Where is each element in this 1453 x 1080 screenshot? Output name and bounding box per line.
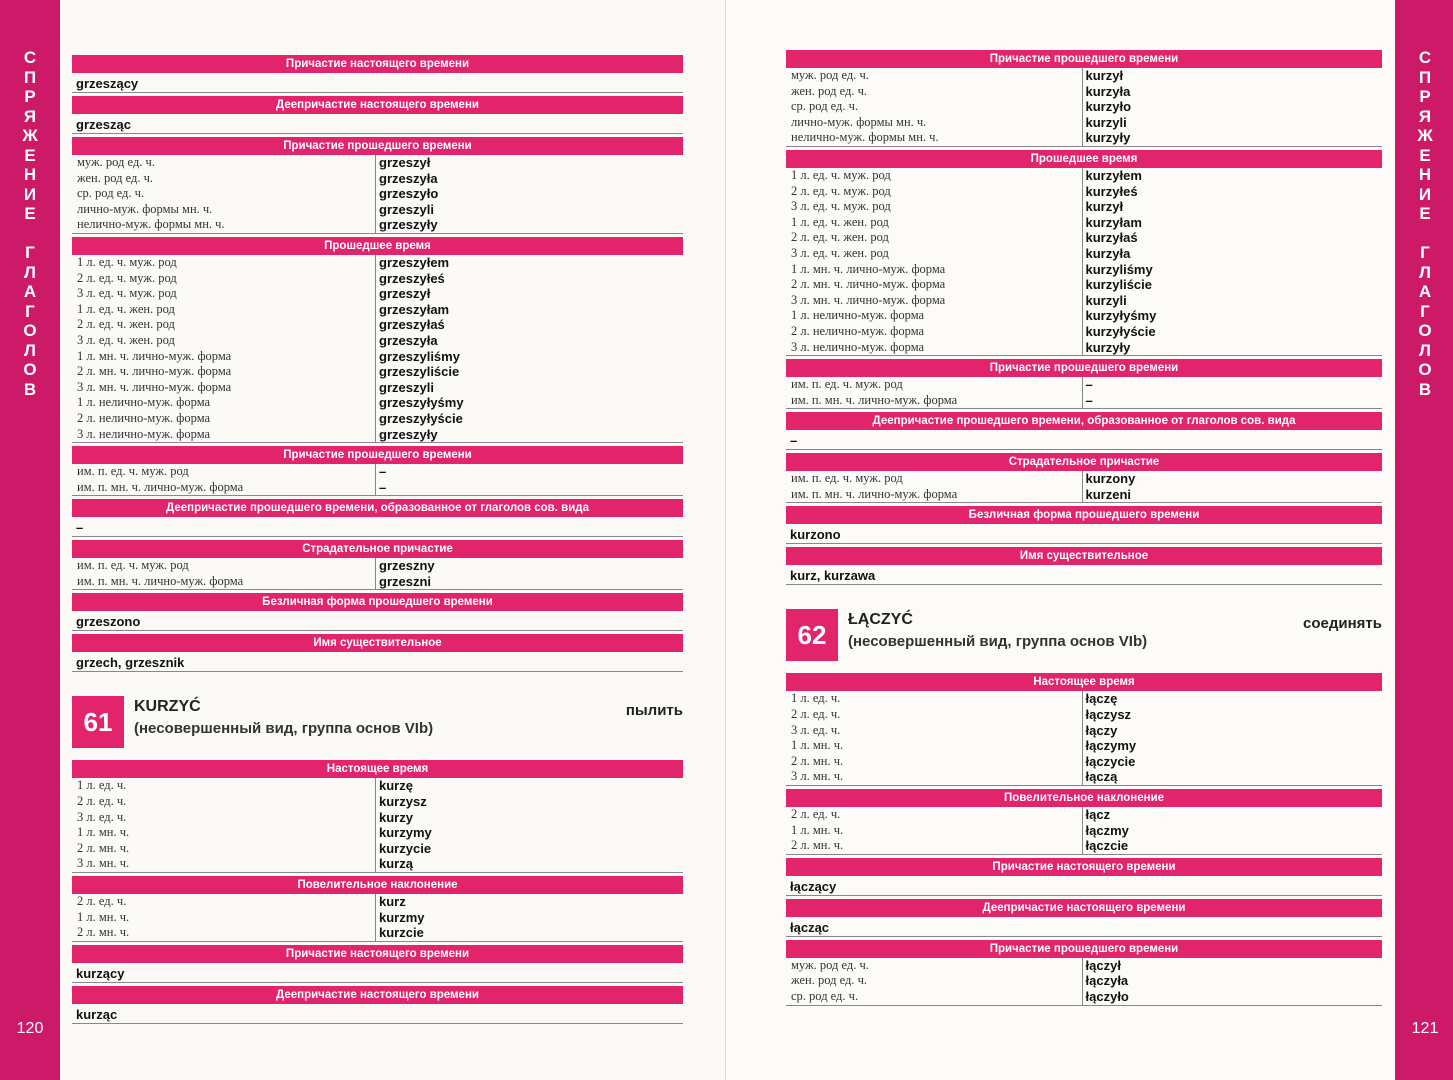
page-number-right: 121 <box>1411 1020 1439 1037</box>
form-label: муж. род ед. ч. <box>791 957 869 972</box>
form-value: łączyła <box>1085 973 1129 989</box>
form-label: муж. род ед. ч. <box>77 155 155 169</box>
form-labels <box>72 778 376 872</box>
form-labels <box>786 471 1083 502</box>
form-label: 3 л. ед. ч. муж. род <box>77 286 177 301</box>
spine-letter: Л <box>24 340 36 360</box>
spine-letter: А <box>23 282 37 301</box>
form-value: grzeszył <box>379 155 431 170</box>
spine-letter: О <box>23 360 37 379</box>
form-value: grzeszny <box>379 558 435 574</box>
form-labels <box>786 68 1083 146</box>
verb-title: ŁĄCZYĆ <box>848 611 913 629</box>
form-value: kurzyliśmy <box>1085 261 1153 277</box>
section-header: Имя существительное <box>786 547 1382 565</box>
conjugation-table <box>72 255 683 443</box>
section-header: Повелительное наклонение <box>72 876 683 894</box>
form-value: łączy <box>1085 722 1118 738</box>
form-label: лично-муж. формы мн. ч. <box>791 114 927 129</box>
form-value: kurzyła <box>1085 245 1131 261</box>
form-values <box>376 464 683 495</box>
spine-letter: Е <box>1419 204 1431 223</box>
form-value: łącząc <box>786 917 1382 937</box>
form-value: kurzył <box>1085 68 1124 83</box>
form-value: kurz, kurzawa <box>786 565 1382 585</box>
section-header: Причастие прошедшего времени <box>786 359 1382 377</box>
form-labels <box>72 464 376 495</box>
form-value: kurzę <box>379 778 413 794</box>
form-label: 2 л. ед. ч. <box>791 707 841 722</box>
form-value: grzeszni <box>379 573 432 589</box>
spine-letter: С <box>23 48 37 67</box>
form-value: łączyło <box>1085 989 1129 1004</box>
form-labels <box>786 807 1083 854</box>
spine-letter: Я <box>1418 106 1432 126</box>
section-header: Причастие прошедшего времени <box>786 50 1382 68</box>
form-value: łączę <box>1085 691 1118 707</box>
spine-letter: В <box>1418 379 1432 399</box>
form-value: łączycie <box>1085 753 1136 769</box>
form-label: 3 л. мн. ч. лично-муж. форма <box>791 292 946 307</box>
form-label: 1 л. ед. ч. жен. род <box>791 214 889 229</box>
form-label: 3 л. ед. ч. жен. род <box>77 332 175 347</box>
form-value: grzech, grzesznik <box>72 652 683 672</box>
verb-group: (несовершенный вид, группа основ VIb) <box>848 633 1148 651</box>
form-value: grzeszyły <box>379 217 438 233</box>
form-value: grzeszyłyśmy <box>379 395 464 411</box>
left-column <box>72 52 683 1024</box>
spine-letter: Л <box>1419 262 1431 282</box>
form-label: 1 л. ед. ч. жен. род <box>77 301 175 316</box>
form-values <box>376 894 683 941</box>
form-value: – <box>379 464 387 480</box>
spine-letter: С <box>1418 48 1432 67</box>
form-value: kurzcie <box>379 925 424 941</box>
spine-letter: Ж <box>22 126 38 145</box>
section-header: Безличная форма прошедшего времени <box>786 506 1382 524</box>
spine-letter: И <box>1418 184 1432 204</box>
form-label: 3 л. ед. ч. жен. род <box>791 245 889 260</box>
conjugation-table <box>786 471 1382 503</box>
section-header: Повелительное наклонение <box>786 789 1382 807</box>
section-header: Причастие настоящего времени <box>786 858 1382 876</box>
form-value: łącz <box>1085 807 1111 823</box>
form-label: 1 л. ед. ч. муж. род <box>77 254 177 269</box>
spine-letter: Г <box>25 301 35 321</box>
form-value: grzeszyłaś <box>379 317 445 333</box>
form-label: им. п. ед. ч. муж. род <box>77 558 189 573</box>
form-label: нелично-муж. формы мн. ч. <box>77 217 225 232</box>
spine-letter: Л <box>1419 340 1431 360</box>
spine-letter: Л <box>24 262 36 282</box>
verb-entry-header <box>72 696 683 754</box>
form-label: 2 л. ед. ч. жен. род <box>77 317 175 332</box>
form-label: 3 л. мн. ч. лично-муж. форма <box>77 379 232 394</box>
form-value: grzeszyliśmy <box>379 348 460 364</box>
form-label: 2 л. ед. ч. жен. род <box>791 230 889 245</box>
form-labels <box>786 377 1083 408</box>
form-value: – <box>1085 392 1093 408</box>
section-header: Настоящее время <box>72 760 683 778</box>
form-label: 3 л. ед. ч. муж. род <box>791 199 891 214</box>
spine-letter: Е <box>1419 145 1431 165</box>
section-header: Деепричастие настоящего времени <box>786 899 1382 917</box>
form-label: 2 л. ед. ч. <box>791 807 841 822</box>
form-label: 1 л. ед. ч. муж. род <box>791 167 891 182</box>
form-value: kurzymy <box>379 825 432 841</box>
form-values <box>1083 68 1382 146</box>
form-labels <box>786 691 1083 785</box>
spine-letter: Р <box>1419 87 1431 106</box>
form-label: им. п. ед. ч. муж. род <box>791 377 903 392</box>
form-label: 1 л. мн. ч. лично-муж. форма <box>791 261 946 276</box>
form-label: 2 л. ед. ч. муж. род <box>791 183 891 198</box>
form-label: 1 л. мн. ч. <box>77 909 130 924</box>
form-label: 1 л. ед. ч. <box>791 691 841 706</box>
spine-letter: Г <box>1420 243 1430 262</box>
form-value: łączymy <box>1085 738 1137 754</box>
form-values <box>1083 958 1382 1005</box>
form-value: kurzy <box>379 809 413 825</box>
verb-translation: пылить <box>625 702 683 720</box>
conjugation-table <box>786 691 1382 786</box>
form-values <box>376 558 683 589</box>
form-value: kurzyłyście <box>1085 323 1156 339</box>
form-label: 3 л. нелично-муж. форма <box>77 426 211 441</box>
form-values <box>376 155 683 233</box>
verb-entry-header <box>786 609 1382 667</box>
form-label: лично-муж. формы мн. ч. <box>77 201 213 216</box>
conjugation-table <box>786 807 1382 855</box>
form-value: kurz <box>379 894 406 910</box>
section-header: Страдательное причастие <box>72 540 683 558</box>
form-label: 3 л. мн. ч. <box>77 856 130 871</box>
spine-letter: И <box>23 184 37 204</box>
form-value: łączący <box>786 876 1382 896</box>
form-values <box>1083 471 1382 502</box>
conjugation-table <box>72 155 683 234</box>
form-label: нелично-муж. формы мн. ч. <box>791 130 939 145</box>
form-label: 2 л. мн. ч. <box>791 753 844 768</box>
form-value: grzeszyło <box>379 186 439 202</box>
form-label: ср. род ед. ч. <box>791 99 859 114</box>
form-value: grzeszyła <box>379 332 438 348</box>
form-value: łączysz <box>1085 707 1132 723</box>
form-label: 1 л. мн. ч. <box>791 738 844 753</box>
spine-letter: В <box>23 379 37 399</box>
section-header: Причастие настоящего времени <box>72 55 683 73</box>
form-value: grzeszący <box>72 73 683 93</box>
form-values <box>376 778 683 872</box>
form-labels <box>786 168 1083 355</box>
spine-letter: Г <box>1420 301 1430 321</box>
form-label: 2 л. мн. ч. <box>791 838 844 853</box>
form-labels <box>786 958 1083 1005</box>
form-value: kurzeni <box>1085 486 1132 502</box>
form-values <box>376 255 683 442</box>
form-value: kurzący <box>72 963 683 983</box>
form-value: grzeszyliście <box>379 364 460 380</box>
section-header: Деепричастие прошедшего времени, образованное от глаголов сов. вида <box>786 412 1382 430</box>
form-value: kurzony <box>1085 471 1136 487</box>
spine-title-right <box>1395 48 1453 399</box>
form-value: grzeszono <box>72 611 683 631</box>
form-value: grzeszyłam <box>379 301 450 317</box>
section-header: Деепричастие прошедшего времени, образованное от глаголов сов. вида <box>72 499 683 517</box>
section-header: Страдательное причастие <box>786 453 1382 471</box>
spine-letter: О <box>23 321 37 340</box>
form-label: муж. род ед. ч. <box>791 68 869 82</box>
conjugation-table <box>72 778 683 873</box>
section-header: Причастие прошедшего времени <box>786 940 1382 958</box>
form-value: – <box>1085 377 1093 393</box>
conjugation-table <box>786 377 1382 409</box>
spine-letter: О <box>1418 360 1432 379</box>
form-value: kurzyłeś <box>1085 183 1138 199</box>
form-value: łączą <box>1085 769 1118 785</box>
verb-group: (несовершенный вид, группа основ VIb) <box>134 720 434 738</box>
form-label: жен. род ед. ч. <box>77 170 153 185</box>
section-header: Причастие настоящего времени <box>72 945 683 963</box>
form-value: – <box>72 517 683 537</box>
conjugation-table <box>72 894 683 942</box>
section-header: Настоящее время <box>786 673 1382 691</box>
form-label: 2 л. мн. ч. лично-муж. форма <box>791 277 946 292</box>
form-label: 1 л. мн. ч. <box>77 825 130 840</box>
spine-letter: Я <box>23 106 37 126</box>
conjugation-table <box>72 464 683 496</box>
form-label: им. п. мн. ч. лично-муж. форма <box>77 573 244 588</box>
form-value: kurzyłam <box>1085 214 1142 230</box>
left-page <box>60 0 725 1080</box>
left-spine <box>0 0 60 1080</box>
form-value: kurzycie <box>379 840 432 856</box>
form-value: kurzysz <box>379 794 427 810</box>
right-page <box>725 0 1396 1080</box>
form-label: 2 л. нелично-муж. форма <box>791 323 925 338</box>
form-values <box>1083 377 1382 408</box>
form-label: им. п. мн. ч. лично-муж. форма <box>77 479 244 494</box>
form-value: kurzyły <box>1085 339 1131 355</box>
form-value: grzeszyłyście <box>379 410 463 426</box>
spine-letter: Н <box>1418 165 1432 184</box>
spine-letter <box>0 224 60 244</box>
form-label: 3 л. мн. ч. <box>791 769 844 784</box>
spine-title-left <box>0 48 60 399</box>
form-value: – <box>786 430 1382 450</box>
right-column <box>786 47 1382 1006</box>
form-label: ср. род ед. ч. <box>77 186 145 201</box>
form-label: 1 л. нелично-муж. форма <box>77 395 211 410</box>
form-value: łączył <box>1085 957 1121 973</box>
spine-letter: Ж <box>1417 126 1433 145</box>
form-value: grzeszyli <box>379 201 434 217</box>
form-label: жен. род ед. ч. <box>791 973 867 988</box>
form-label: ср. род ед. ч. <box>791 989 859 1003</box>
spine-letter: Г <box>25 243 35 262</box>
form-label: им. п. ед. ч. муж. род <box>791 471 903 486</box>
form-values <box>1083 691 1382 785</box>
form-label: 2 л. мн. ч. <box>77 925 130 940</box>
form-value: kurząc <box>72 1004 683 1024</box>
form-value: kurzyli <box>1085 114 1127 130</box>
form-value: grzeszyłem <box>379 254 450 270</box>
form-labels <box>72 155 376 233</box>
form-labels <box>72 255 376 442</box>
form-label: 2 л. ед. ч. <box>77 794 127 809</box>
spine-letter: О <box>1418 321 1432 340</box>
spine-letter: Н <box>23 165 37 184</box>
section-header: Имя существительное <box>72 634 683 652</box>
form-labels <box>72 894 376 941</box>
form-labels <box>72 558 376 589</box>
section-header: Причастие прошедшего времени <box>72 137 683 155</box>
form-label: им. п. мн. ч. лично-муж. форма <box>791 392 958 407</box>
form-value: kurzyły <box>1085 130 1131 146</box>
form-label: им. п. мн. ч. лично-муж. форма <box>791 486 958 501</box>
page-number-left: 120 <box>16 1020 44 1037</box>
conjugation-table <box>72 558 683 590</box>
section-header: Деепричастие настоящего времени <box>72 986 683 1004</box>
verb-title: KURZYĆ <box>134 698 201 716</box>
form-label: 1 л. нелично-муж. форма <box>791 308 925 323</box>
form-value: kurzą <box>379 856 413 872</box>
form-value: grzeszyłeś <box>379 270 445 286</box>
form-label: 1 л. мн. ч. лично-муж. форма <box>77 348 232 363</box>
spine-letter <box>1395 224 1453 244</box>
form-value: kurzyła <box>1085 83 1131 99</box>
form-value: kurzyłaś <box>1085 230 1138 246</box>
spine-letter: Е <box>24 145 36 165</box>
form-value: kurzyłyśmy <box>1085 308 1157 324</box>
form-label: 3 л. ед. ч. <box>77 809 127 824</box>
form-label: им. п. ед. ч. муж. род <box>77 464 189 479</box>
form-value: kurzmy <box>379 909 425 925</box>
form-value: kurzono <box>786 524 1382 544</box>
spine-letter: А <box>1418 282 1432 301</box>
spine-letter: П <box>23 67 37 87</box>
spine-letter: Р <box>24 87 36 106</box>
form-value: łączcie <box>1085 838 1129 854</box>
spine-letter: П <box>1418 67 1432 87</box>
form-value: grzeszył <box>379 286 431 302</box>
form-label: 2 л. ед. ч. муж. род <box>77 270 177 285</box>
form-label: 1 л. ед. ч. <box>77 778 127 793</box>
section-header: Причастие прошедшего времени <box>72 446 683 464</box>
conjugation-table <box>786 958 1382 1006</box>
form-value: kurzył <box>1085 199 1124 215</box>
section-header: Прошедшее время <box>72 237 683 255</box>
form-value: – <box>379 479 387 495</box>
form-label: 1 л. мн. ч. <box>791 822 844 837</box>
form-value: grzeszyli <box>379 379 434 395</box>
section-header: Безличная форма прошедшего времени <box>72 593 683 611</box>
form-label: 3 л. ед. ч. <box>791 722 841 737</box>
form-label: жен. род ед. ч. <box>791 83 867 98</box>
verb-translation: соединять <box>1303 615 1382 633</box>
form-label: 2 л. нелично-муж. форма <box>77 410 211 425</box>
form-value: kurzyliście <box>1085 277 1153 293</box>
form-values <box>1083 168 1382 355</box>
verb-number-badge: 61 <box>72 696 124 748</box>
form-value: kurzyłem <box>1085 167 1142 183</box>
conjugation-table <box>786 168 1382 356</box>
section-header: Деепричастие настоящего времени <box>72 96 683 114</box>
section-header: Прошедшее время <box>786 150 1382 168</box>
spine-letter: Е <box>24 204 36 223</box>
form-value: grzeszyła <box>379 170 438 186</box>
form-values <box>1083 807 1382 854</box>
form-label: 3 л. нелично-муж. форма <box>791 339 925 354</box>
form-value: grzeszyły <box>379 426 438 442</box>
form-value: łączmy <box>1085 822 1129 838</box>
form-value: kurzyło <box>1085 99 1132 115</box>
verb-number-badge: 62 <box>786 609 838 661</box>
form-value: kurzyli <box>1085 292 1127 308</box>
form-value: grzesząc <box>72 114 683 134</box>
form-label: 2 л. мн. ч. <box>77 840 130 855</box>
right-spine <box>1395 0 1453 1080</box>
form-label: 2 л. ед. ч. <box>77 894 127 909</box>
conjugation-table <box>786 68 1382 147</box>
form-label: 2 л. мн. ч. лично-муж. форма <box>77 364 232 379</box>
